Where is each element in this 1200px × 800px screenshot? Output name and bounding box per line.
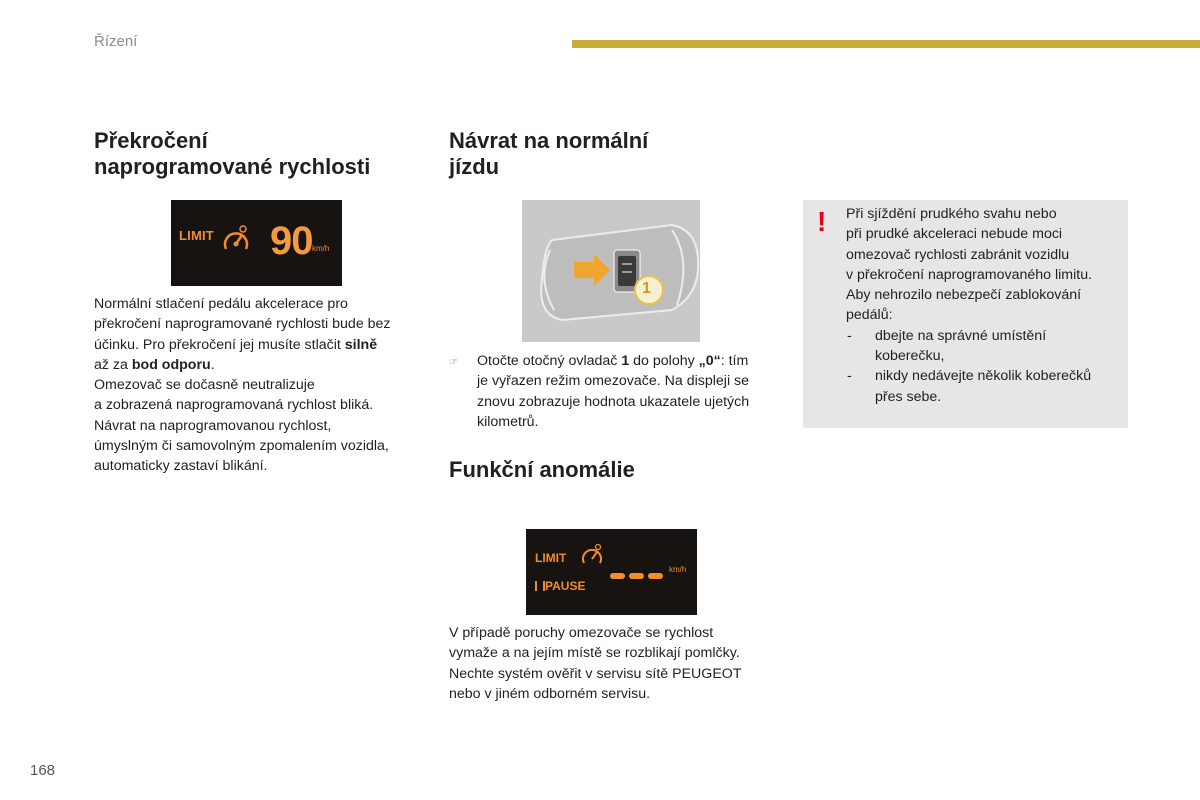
bold-text: bod odporu [131,356,211,373]
speed-unit: km/h [312,244,330,253]
text-line: při prudké akceleraci nebude moci [846,226,1063,243]
text-line: Při sjíždění prudkého svahu nebo [846,206,1057,222]
text-line: znovu zobrazuje hodnota ukazatele ujetých [477,393,750,410]
header-accent-bar [572,40,1200,48]
heading-exceeding-speed [94,128,370,180]
text-line [94,355,429,375]
exceeding-speed-text [94,294,429,477]
bold-text: „0“ [698,353,721,369]
bold-text: silně [344,336,378,353]
page-number: 168 [30,762,56,779]
section-title: Řízení [94,33,138,50]
text-line: automaticky zastaví blikání. [94,458,268,475]
text-line: překročení naprogramované rychlosti bude bez [94,316,391,333]
text-span: : tím [720,353,749,369]
text-line [94,335,429,355]
text-line: v překročení naprogramovaného limitu. [846,266,1093,283]
text-line: Nechte systém ověřit v servisu sítě PEUGEOT [449,665,742,682]
pause-icon [535,581,545,591]
heading-line: jízdu [449,154,500,179]
text-line: a zobrazená naprogramovaná rychlost bliká. [94,397,374,414]
text-line: omezovač rychlosti zabránit vozidlu [846,246,1070,263]
text-span: nikdy nedávejte několik koberečků [875,368,1092,385]
text-line: je vyřazen režim omezovače. Na displeji se [477,373,750,390]
dash-segment [610,573,625,579]
text-line: vymaže a na jejím místě se rozblikají pomlčky. [449,645,740,662]
warning-list [846,326,1121,407]
list-item [846,366,1121,407]
warning-exclamation-icon: ! [817,206,827,237]
pause-label: PAUSE [545,579,586,593]
text-span: Otočte otočný ovladač [477,353,622,369]
text-span: přes sebe. [875,388,942,405]
malfunction-display-image [526,529,697,615]
callout-number: 1 [642,280,651,297]
heading-line: naprogramované rychlosti [94,154,371,179]
text-span: dbejte na správné umístění [875,327,1047,344]
text-span: do polohy [629,353,699,369]
text-line: Aby nehrozilo nebezpečí zablokování [846,287,1082,304]
text-span: až za [94,356,132,373]
text-line: V případě poruchy omezovače se rychlost [449,625,714,641]
text-line: kilometrů. [477,413,539,430]
warning-text [846,204,1121,407]
text-span: . [210,356,215,373]
speed-limit-display-image [171,200,342,286]
text-span: účinku. Pro překročení jej musíte stlačit [94,336,345,353]
text-line: úmyslným či samovolným zpomalením vozidla, [94,438,389,455]
hand-pointer-icon: ☞ [449,357,458,368]
malfunction-text [449,623,779,704]
heading-return-normal [449,128,648,180]
warning-box [803,200,1128,428]
speed-value: 90 [270,219,313,263]
list-item [846,326,1121,367]
text-span: koberečku, [875,348,945,365]
text-line: Návrat na naprogramovanou rychlost, [94,417,332,434]
speedometer-icon [580,543,604,567]
text-line: Omezovač se dočasně neutralizuje [94,377,315,394]
speed-unit: km/h [669,565,687,574]
heading-malfunction: Funkční anomálie [449,457,635,482]
heading-line: Návrat na normální [449,128,649,153]
instruction-step [449,351,779,432]
dash-segment [629,573,644,579]
heading-line: Překročení [94,128,208,153]
text-line: Normální stlačení pedálu akcelerace pro [94,296,348,312]
limit-label: LIMIT [179,228,214,243]
limit-label: LIMIT [535,551,567,565]
speedometer-icon [221,225,251,255]
stalk-illustration [522,200,700,342]
control-stalk-image [522,200,700,342]
dash-segment [648,573,663,579]
step-text [477,351,779,432]
text-line [477,351,779,371]
text-line: pedálů: [846,307,893,324]
text-line: nebo v jiném odborném servisu. [449,685,651,702]
bold-text: 1 [621,353,630,369]
